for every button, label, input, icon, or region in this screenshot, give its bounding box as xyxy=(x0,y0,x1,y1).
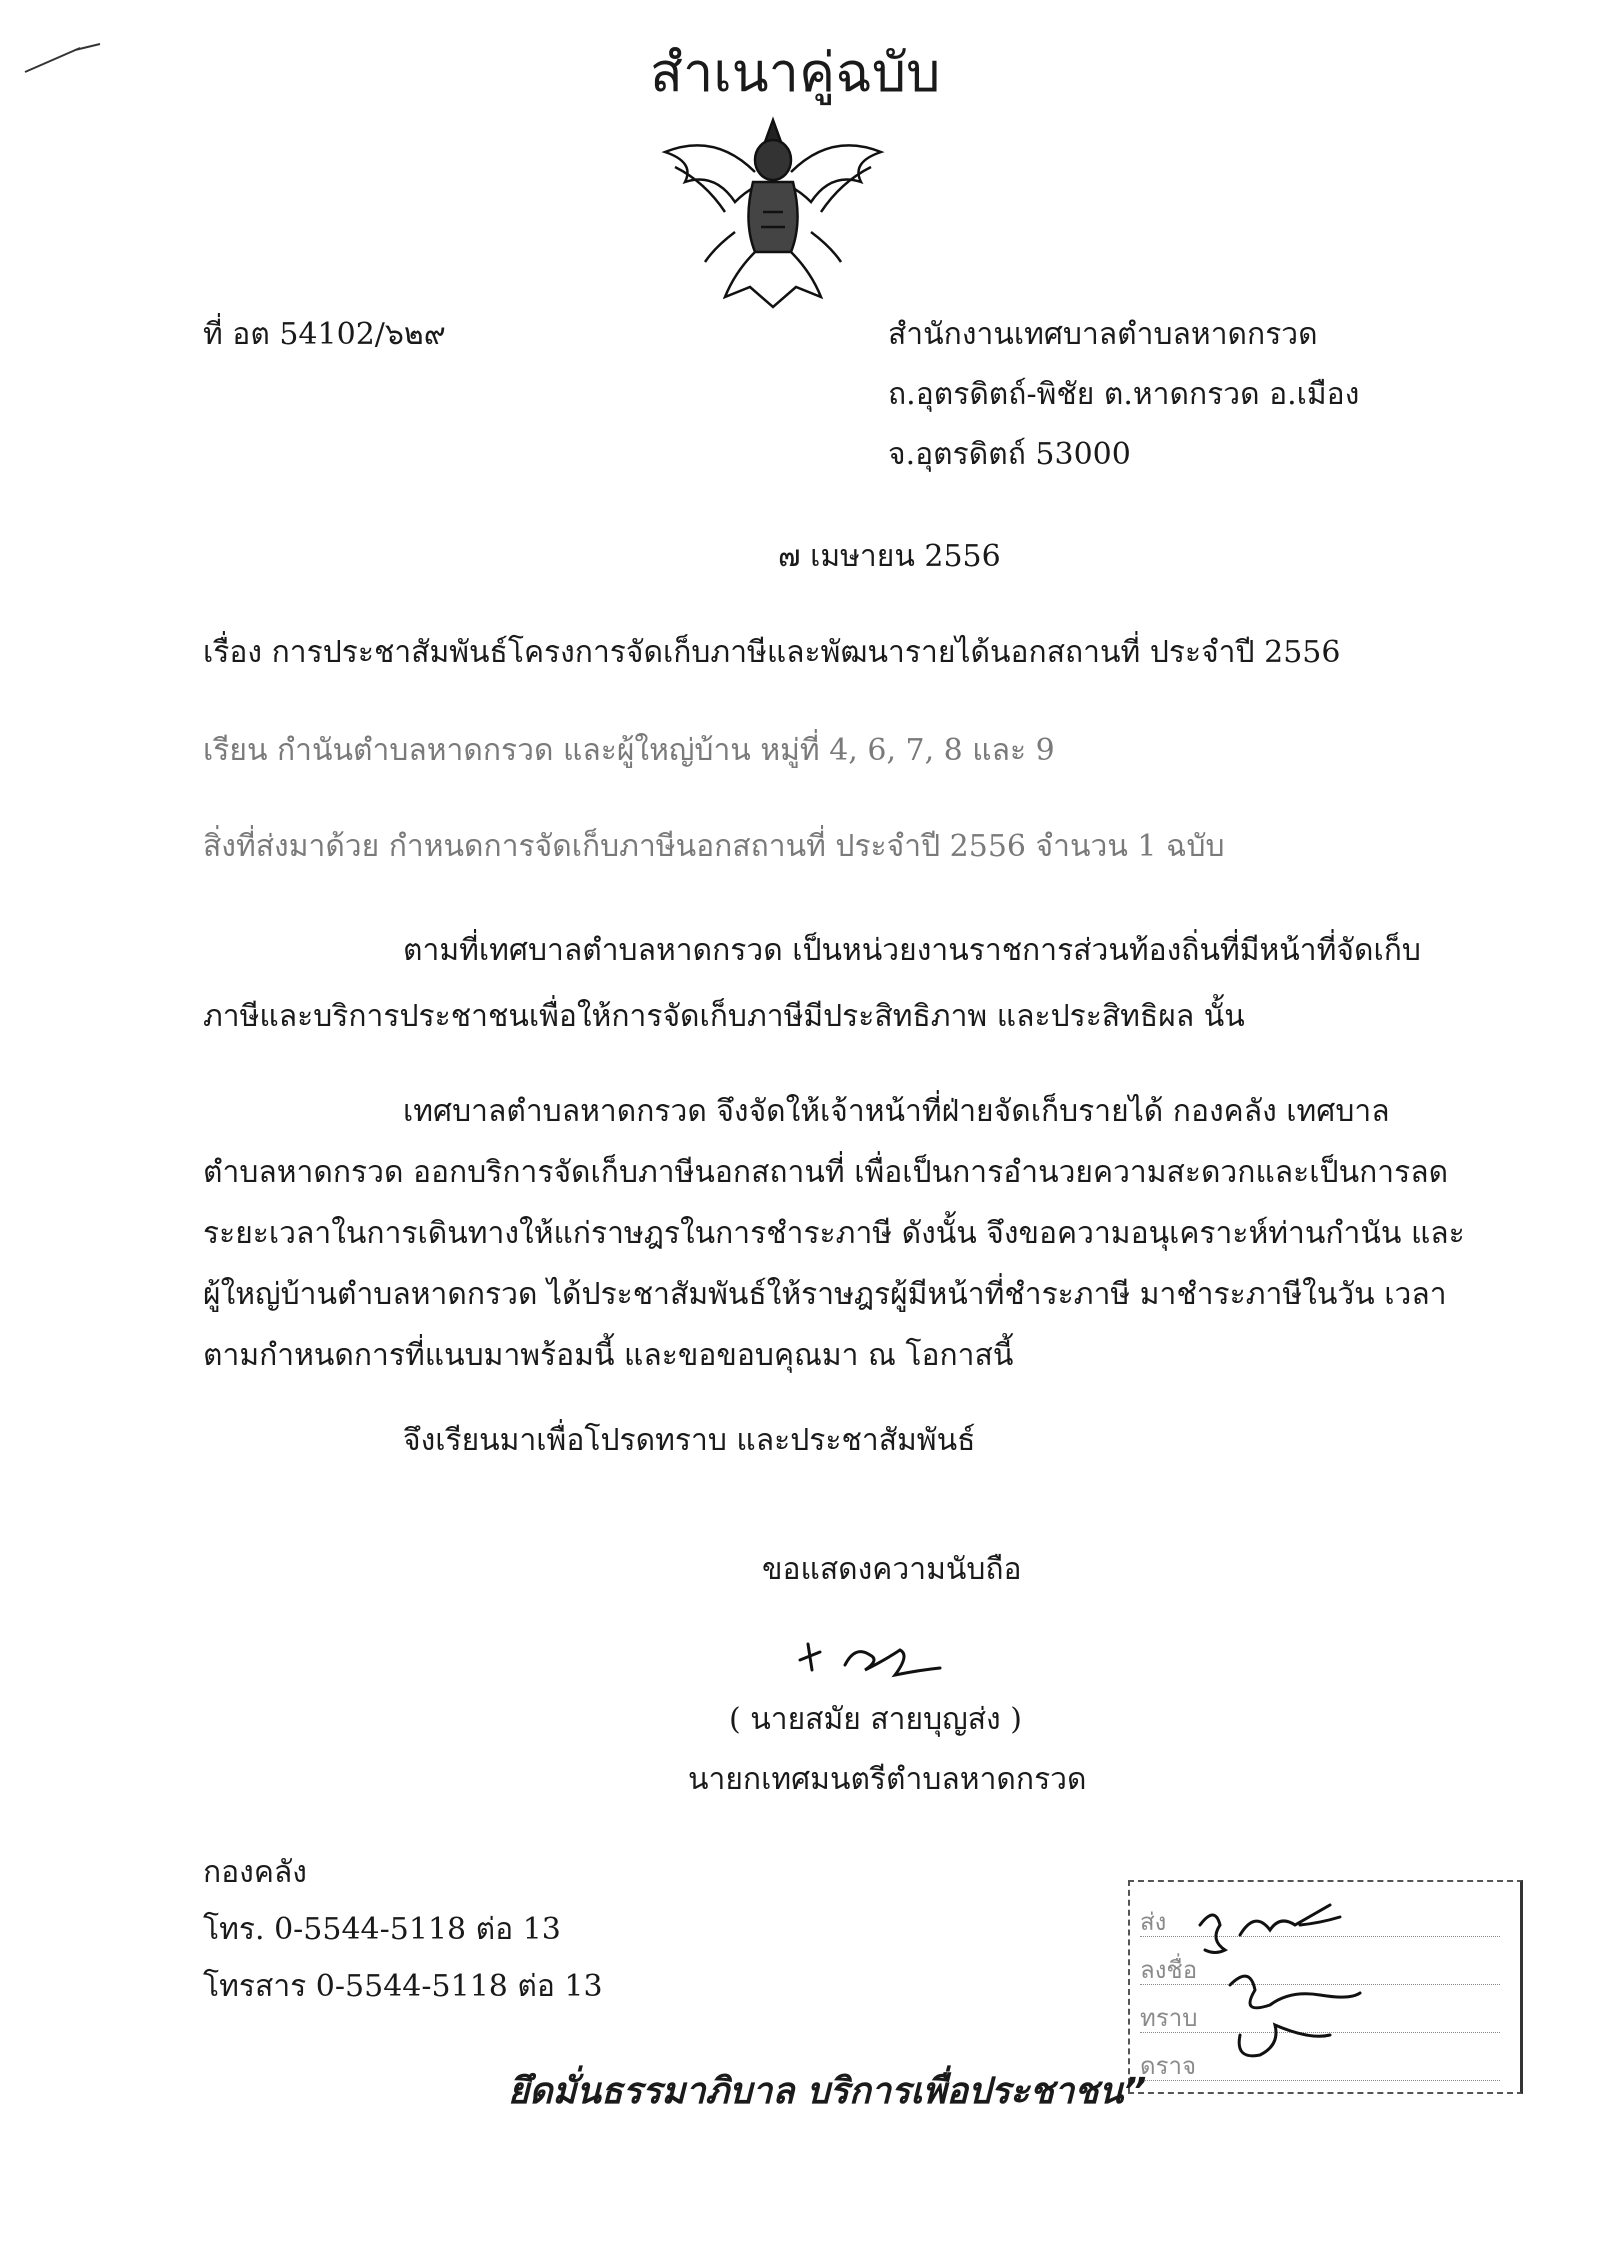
copy-title: สำเนาคู่ฉบับ xyxy=(650,41,941,104)
body-paragraph-1 xyxy=(203,918,1421,1050)
garuda-emblem-icon xyxy=(655,112,891,312)
paragraph-line: ภาษีและบริการประชาชนเพื่อให้การจัดเก็บภาษีมีประสิทธิภาพ และประสิทธิผล นั้น xyxy=(203,999,1245,1034)
sender-address-line: จ.อุตรดิตถ์ 53000 xyxy=(888,437,1131,472)
document-number: ที่ อต 54102/๖๒๙ xyxy=(203,317,446,352)
stamp-row: ส่ง xyxy=(1140,1902,1500,1937)
paragraph-line: เทศบาลตำบลหาดกรวด จึงจัดให้เจ้าหน้าที่ฝ่ายจัดเก็บรายได้ กองคลัง เทศบาล xyxy=(403,1094,1390,1129)
signer-title: นายกเทศมนตรีตำบลหาดกรวด xyxy=(688,1762,1087,1797)
paragraph-line: ผู้ใหญ่บ้านตำบลหาดกรวด ได้ประชาสัมพันธ์ให้ราษฎรผู้มีหน้าที่ชำระภาษี มาชำระภาษีในวัน เวลา xyxy=(203,1277,1447,1312)
phone-number: โทร. 0-5544-5118 ต่อ 13 xyxy=(203,1912,561,1947)
stamp-handwriting xyxy=(1180,1895,1410,2075)
closing-salutation: ขอแสดงความนับถือ xyxy=(762,1552,1022,1587)
paragraph-line: ตามกำหนดการที่แนบมาพร้อมนี้ และขอขอบคุณมา ณ โอกาสนี้ xyxy=(203,1338,1014,1373)
paragraph-line: ตามที่เทศบาลตำบลหาดกรวด เป็นหน่วยงานราชการส่วนท้องถิ่นที่มีหน้าที่จัดเก็บ xyxy=(403,933,1421,968)
stamp-row: ทราบ xyxy=(1140,1998,1500,2033)
letter-subject: เรื่อง การประชาสัมพันธ์โครงการจัดเก็บภาษีและพัฒนารายได้นอกสถานที่ ประจำปี 2556 xyxy=(203,635,1341,670)
fax-number: โทรสาร 0-5544-5118 ต่อ 13 xyxy=(203,1969,603,2004)
stamp-row: ดราจ xyxy=(1140,2046,1500,2081)
sender-address-line: สำนักงานเทศบาลตำบลหาดกรวด xyxy=(888,317,1318,352)
stamp-row: ลงชื่อ xyxy=(1140,1950,1500,1985)
corner-pen-mark xyxy=(20,40,110,80)
signer-name: ( นายสมัย สายบุญส่ง ) xyxy=(729,1702,1022,1737)
paragraph-line: ระยะเวลาในการเดินทางให้แก่ราษฎรในการชำระภาษี ดังนั้น จึงขอความอนุเคราะห์ท่านกำนัน และ xyxy=(203,1216,1465,1251)
body-paragraph-3: จึงเรียนมาเพื่อโปรดทราบ และประชาสัมพันธ์ xyxy=(403,1423,976,1458)
sender-address-line: ถ.อุตรดิตถ์-พิชัย ต.หาดกรวด อ.เมือง xyxy=(888,377,1360,412)
letter-recipient: เรียน กำนันตำบลหาดกรวด และผู้ใหญ่บ้าน หมู่ที่ 4, 6, 7, 8 และ 9 xyxy=(203,733,1055,768)
body-paragraph-2 xyxy=(203,1081,1465,1386)
motto-slogan: ยึดมั่นธรรมาภิบาล บริการเพื่อประชาชน” xyxy=(508,2071,1147,2112)
letter-enclosure: สิ่งที่ส่งมาด้วย กำหนดการจัดเก็บภาษีนอกสถานที่ ประจำปี 2556 จำนวน 1 ฉบับ xyxy=(203,829,1225,864)
handwritten-signature xyxy=(790,1630,990,1690)
letter-date: ๗ เมษายน 2556 xyxy=(778,539,1001,574)
paragraph-line: ตำบลหาดกรวด ออกบริการจัดเก็บภาษีนอกสถานที่ เพื่อเป็นการอำนวยความสะดวกและเป็นการลด xyxy=(203,1155,1449,1190)
department-name: กองคลัง xyxy=(203,1855,307,1890)
